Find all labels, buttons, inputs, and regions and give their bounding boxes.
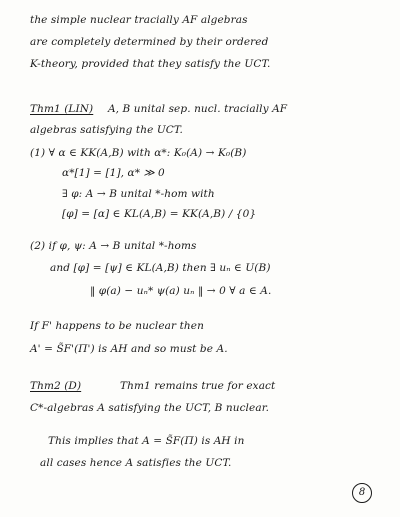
remark-line-1: If F' happens to be nuclear then [30,320,204,332]
thm1-title: Thm1 (LIN) [30,103,94,115]
thm1-line-8: and [φ] = [ψ] ∈ KL(A,B) then ∃ uₙ ∈ U(B) [50,262,271,274]
thm1-line-2: algebras satisfying the UCT. [30,124,183,136]
thm1-line-1: A, B unital sep. nucl. tracially AF [108,103,288,115]
intro-line-2: are completely determined by their ordered [30,36,269,48]
thm1-line-4: α*[1] = [1], α* ≫ 0 [62,167,165,179]
conclusion-line-1: This implies that A = S̃F(Π) is AH in [48,435,245,447]
intro-line-3: K-theory, provided that they satisfy the UCT. [30,58,271,70]
intro-line-1: the simple nuclear tracially AF algebras [30,14,248,26]
conclusion-line-2: all cases hence A satisfies the UCT. [40,457,232,469]
thm1-line-3: (1) ∀ α ∈ KK(A,B) with α*: K₀(A) → K₀(B) [30,147,247,159]
thm1-line-7: (2) if φ, ψ: A → B unital *-homs [30,240,197,252]
thm2-title: Thm2 (D) [30,380,82,392]
thm1-line-5: ∃ φ: A → B unital *-hom with [62,188,215,200]
thm2-line-2: C*-algebras A satisfying the UCT, B nuclear. [30,402,270,414]
thm2-line-1: Thm1 remains true for exact [120,380,276,392]
remark-line-2: A' = S̃F'(Π') is AH and so must be A. [30,343,228,355]
thm1-line-6: [φ] = [α] ∈ KL(A,B) = KK(A,B) / {0} [62,208,257,220]
page-number: 8 [352,483,372,503]
thm1-line-9: ‖ φ(a) − uₙ* ψ(a) uₙ ‖ → 0 ∀ a ∈ A. [90,285,272,297]
